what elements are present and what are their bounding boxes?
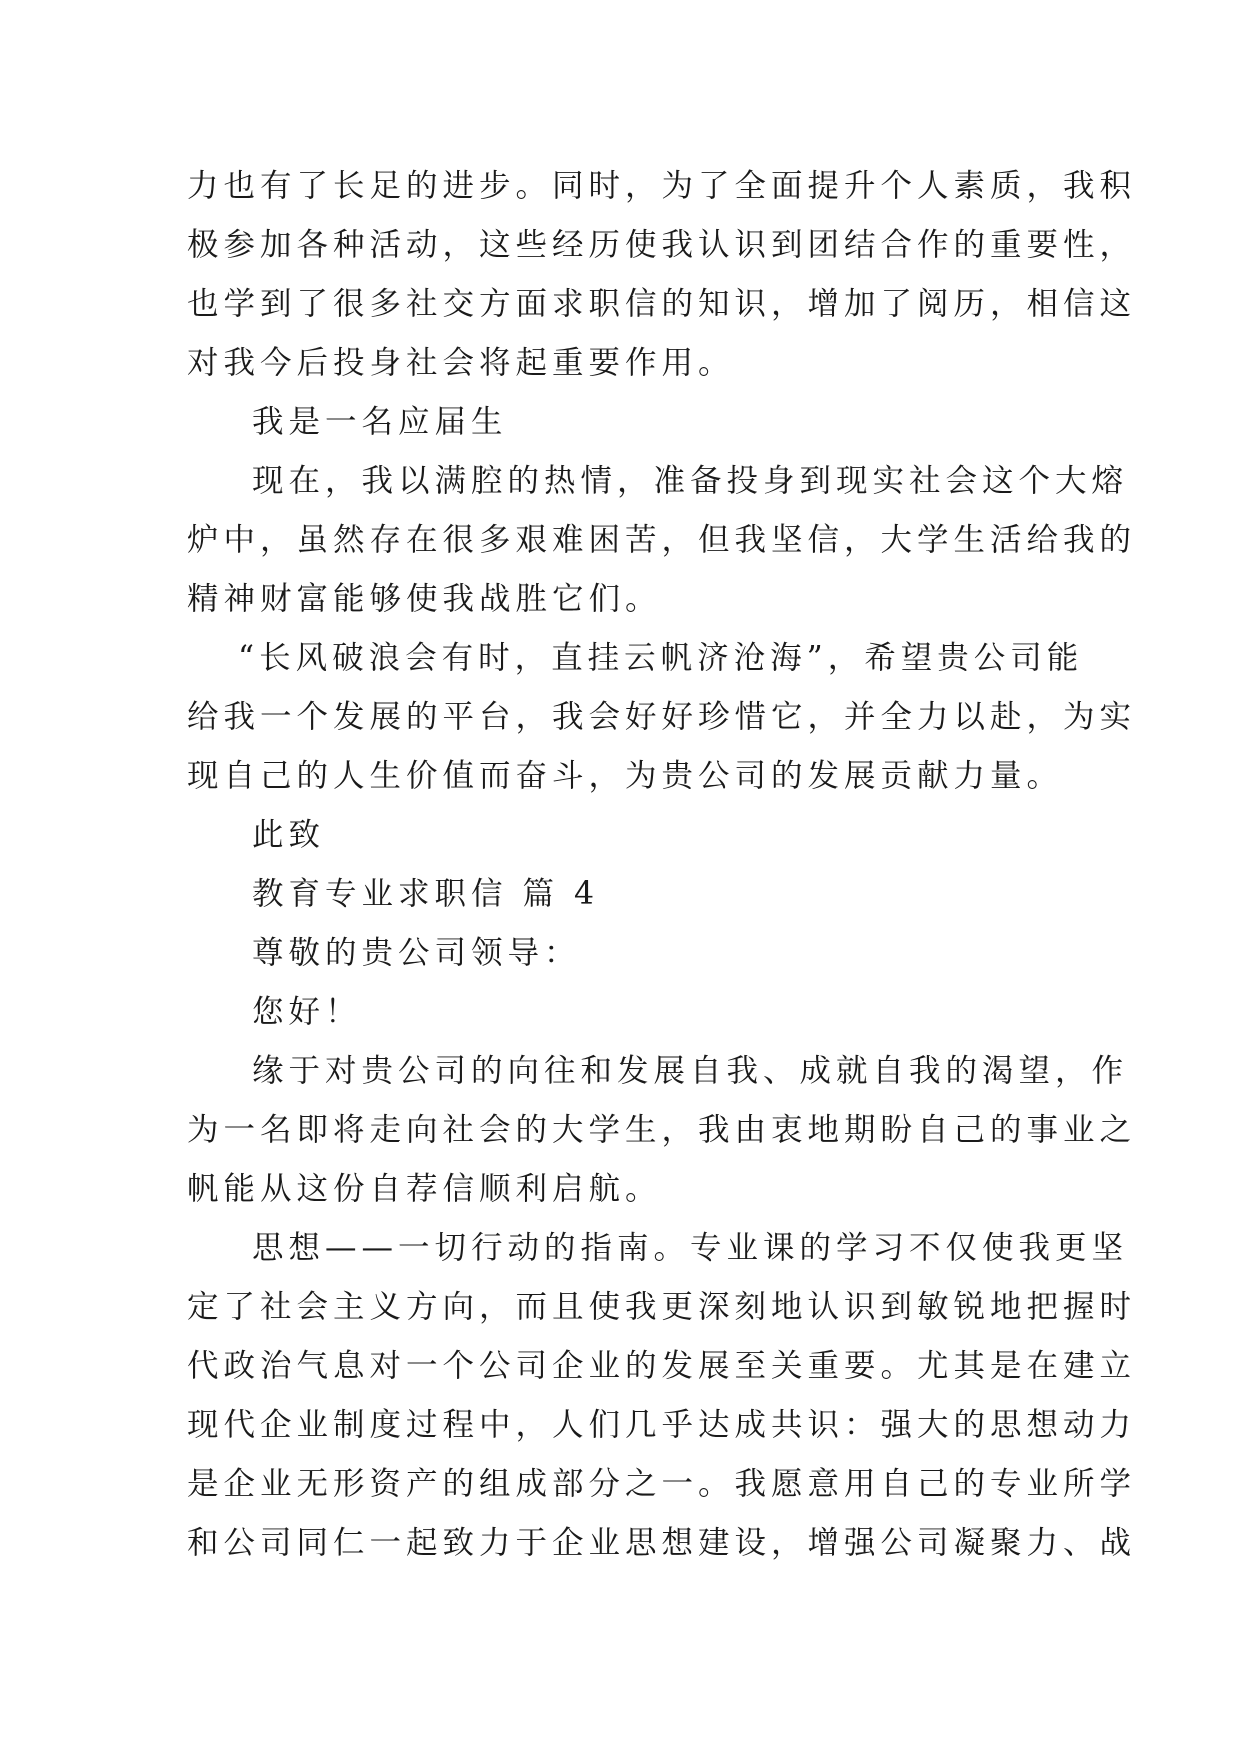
text-line: 此致 <box>252 817 326 853</box>
section-heading: 教育专业求职信 篇 4 <box>252 876 600 912</box>
text-line: 力也有了长足的进步。同时，为了全面提升个人素质，我积 <box>187 168 1137 204</box>
text-line: 现自己的人生价值而奋斗，为贵公司的发展贡献力量。 <box>187 758 1064 794</box>
text-line: 是企业无形资产的组成部分之一。我愿意用自己的专业所学 <box>187 1466 1137 1502</box>
text-line: 帆能从这份自荐信顺利启航。 <box>187 1171 662 1207</box>
text-line: “长风破浪会有时，直挂云帆济沧海”，希望贵公司能 <box>238 640 1084 676</box>
text-line: 为一名即将走向社会的大学生，我由衷地期盼自己的事业之 <box>187 1112 1137 1148</box>
text-line: 也学到了很多社交方面求职信的知识，增加了阅历，相信这 <box>187 286 1137 322</box>
text-line: 炉中，虽然存在很多艰难困苦，但我坚信，大学生活给我的 <box>187 522 1137 558</box>
text-line: 现在，我以满腔的热情，准备投身到现实社会这个大熔 <box>252 463 1129 499</box>
text-line: 极参加各种活动，这些经历使我认识到团结合作的重要性， <box>187 227 1137 263</box>
text-line: 对我今后投身社会将起重要作用。 <box>187 345 735 381</box>
text-line: 定了社会主义方向，而且使我更深刻地认识到敏锐地把握时 <box>187 1289 1137 1325</box>
text-line: 缘于对贵公司的向往和发展自我、成就自我的渴望，作 <box>252 1053 1129 1089</box>
text-line: 思想——一切行动的指南。专业课的学习不仅使我更坚 <box>252 1230 1129 1266</box>
text-line: 现代企业制度过程中，人们几乎达成共识：强大的思想动力 <box>187 1407 1137 1443</box>
text-line: 精神财富能够使我战胜它们。 <box>187 581 662 617</box>
greeting: 您好！ <box>252 994 362 1030</box>
text-line: 和公司同仁一起致力于企业思想建设，增强公司凝聚力、战 <box>187 1525 1137 1561</box>
salutation: 尊敬的贵公司领导： <box>252 935 581 971</box>
text-line: 代政治气息对一个公司企业的发展至关重要。尤其是在建立 <box>187 1348 1137 1384</box>
text-line: 我是一名应届生 <box>252 404 508 440</box>
text-line: 给我一个发展的平台，我会好好珍惜它，并全力以赴，为实 <box>187 699 1137 735</box>
